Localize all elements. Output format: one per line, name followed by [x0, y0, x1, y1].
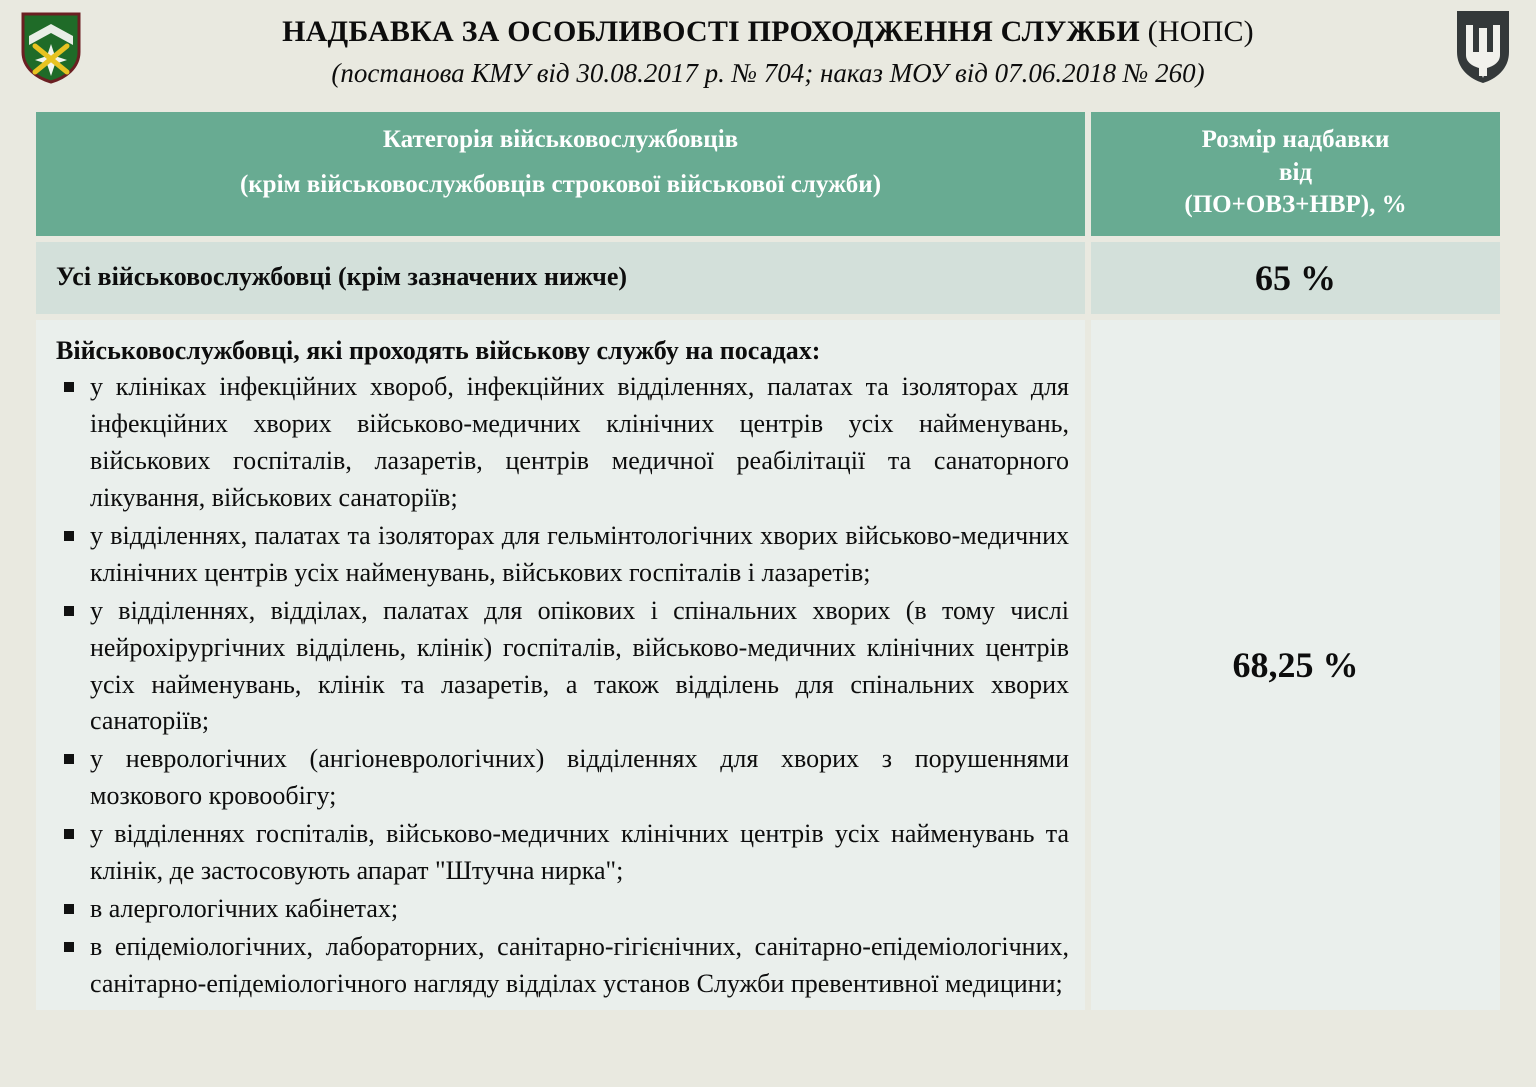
- list-item-text: у відділеннях, відділах, палатах для опікових і спінальних хворих (в тому числі нейрохірургічних відділень, клінік) госпіталів, військово-медичних клінічних центрів усіх найменувань, клінік та лазаретів, а також відділень для спінальних хворих санаторіїв;: [90, 595, 1069, 736]
- bullet-square-icon: [64, 829, 74, 839]
- list-item-text: у неврологічних (ангіоневрологічних) відділеннях для хворих з порушеннями мозкового кровообігу;: [90, 744, 1069, 811]
- page-title-abbrev: (НОПС): [1139, 15, 1254, 48]
- nops-rates-table: [36, 112, 1500, 1010]
- page-header: [0, 0, 1536, 108]
- bullet-square-icon: [64, 531, 74, 541]
- column-header-rate-line3: (ПО+ОВЗ+НВР), %: [1184, 191, 1407, 218]
- ukrainian-armed-forces-trident-emblem: [1454, 8, 1512, 86]
- column-header-rate-line1: Розмір надбавки: [1201, 126, 1390, 153]
- table-row: [36, 320, 1500, 1010]
- list-item: [56, 518, 1069, 592]
- column-header-category-line2: (крім військовослужбовців строкової військової служби): [239, 171, 882, 199]
- list-item: [56, 741, 1069, 815]
- row-rate-cell: 65 %: [1085, 242, 1500, 314]
- bullet-square-icon: [64, 754, 74, 764]
- list-item: [56, 369, 1069, 517]
- title-block: [110, 14, 1426, 90]
- page-subtitle: (постанова КМУ від 30.08.2017 р. № 704; наказ МОУ від 07.06.2018 № 260): [331, 58, 1205, 89]
- category-bullet-list: [56, 369, 1069, 1002]
- list-item: [56, 929, 1069, 1003]
- column-header-category-line1: Категорія військовослужбовців: [382, 126, 739, 153]
- table-header-category-cell: [36, 112, 1085, 236]
- page-title-text: НАДБАВКА ЗА ОСОБЛИВОСТІ ПРОХОДЖЕННЯ СЛУЖБИ: [282, 15, 1140, 48]
- category-heading: Військовослужбовці, які проходять військову службу на посадах:: [56, 335, 821, 365]
- table-header-rate-cell: [1085, 112, 1500, 236]
- table-row: [36, 242, 1500, 314]
- list-item-text: в епідеміологічних, лабораторних, санітарно-гігієнічних, санітарно-епідеміологічних, санітарно-епідеміологічного нагляду відділах установ Служби превентивної медицини;: [90, 931, 1069, 998]
- list-item: [56, 891, 1069, 928]
- row-category-cell: Усі військовослужбовці (крім зазначених нижче): [36, 242, 1085, 314]
- bullet-square-icon: [64, 382, 74, 392]
- bullet-square-icon: [64, 904, 74, 914]
- bullet-square-icon: [64, 942, 74, 952]
- list-item-text: у клініках інфекційних хвороб, інфекційних відділеннях, палатах та ізоляторах для інфекційних хворих військово-медичних клінічних центрів усіх найменувань, військових госпіталів, лазаретів, центрів медичної реабілітації та санаторного лікування, військових санаторіїв;: [90, 372, 1069, 513]
- table-header-row: [36, 112, 1500, 236]
- list-item: [56, 593, 1069, 741]
- list-item-text: в алергологічних кабінетах;: [90, 893, 399, 923]
- row-category-cell: [36, 320, 1085, 1010]
- list-item: [56, 816, 1069, 890]
- military-unit-shield-emblem: [21, 12, 81, 84]
- row-rate-cell: 68,25 %: [1085, 320, 1500, 1010]
- bullet-square-icon: [64, 606, 74, 616]
- list-item-text: у відділеннях госпіталів, військово-медичних клінічних центрів усіх найменувань та клінік, де застосовують апарат "Штучна нирка";: [90, 819, 1069, 886]
- page-title: [110, 14, 1426, 49]
- list-item-text: у відділеннях, палатах та ізоляторах для гельмінтологічних хворих військово-медичних клінічних центрів усіх найменувань, військових госпіталів і лазаретів;: [90, 520, 1069, 587]
- column-header-rate-line2: від: [1278, 158, 1313, 186]
